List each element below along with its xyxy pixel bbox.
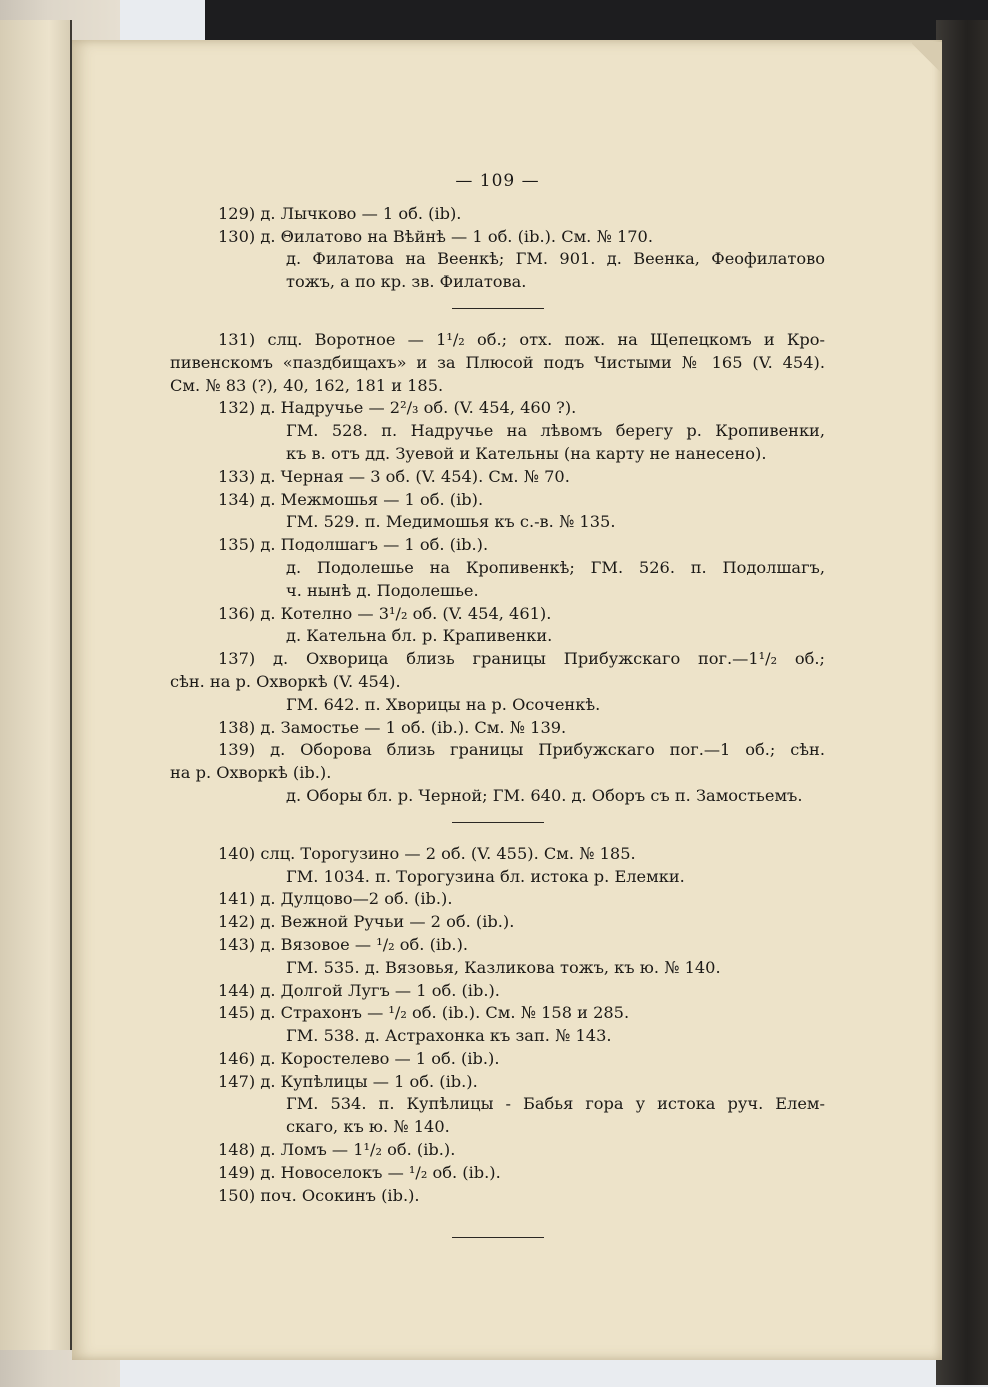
entry-131-cont: пивенскомъ «паздбищахъ» и за Плюсой подъ Чистыми № 165 (V. 454).: [170, 352, 825, 372]
entry-140-note: ГМ. 1034. п. Торогузина бл. истока р. Елемки.: [286, 866, 685, 886]
entry-138: 138) д. Замостье — 1 об. (ib.). См. № 139.: [218, 717, 567, 737]
entry-129: 129) д. Лычково — 1 об. (ib).: [218, 203, 462, 223]
entry-131: 131) слц. Воротное — 1¹/₂ об.; отх. пож. на Щепецкомъ и Кро-: [218, 329, 825, 349]
entry-140: 140) слц. Торогузино — 2 об. (V. 455). См. № 185.: [218, 843, 636, 863]
entry-148: 148) д. Ломъ — 1¹/₂ об. (ib.).: [218, 1140, 456, 1160]
entry-139-note: д. Оборы бл. р. Черной; ГМ. 640. д. Оборъ съ п. Замостьемъ.: [286, 785, 803, 805]
book-cover-right: [936, 20, 988, 1385]
page-text: [170, 170, 825, 1258]
entry-137: 137) д. Охворица близь границы Прибужскаго пог.—1¹/₂ об.;: [218, 649, 825, 669]
entry-143-note: ГМ. 535. д. Вязовья, Казликова тожъ, къ ю. № 140.: [286, 957, 721, 977]
entry-132: 132) д. Надручье — 2²/₃ об. (V. 454, 460 ?).: [218, 398, 577, 418]
left-page-edge: [0, 20, 72, 1350]
page-corner: [912, 42, 942, 76]
entry-139-cont: на р. Охворкѣ (ib.).: [170, 763, 332, 783]
entry-136-note: д. Кательна бл. р. Крапивенки.: [286, 626, 553, 646]
section-divider: [452, 822, 544, 823]
entry-135-note-cont: ч. нынѣ д. Подолешье.: [286, 580, 479, 600]
section-divider: [452, 1237, 544, 1238]
page-number: — 109 —: [455, 171, 540, 191]
entry-150: 150) поч. Осокинъ (ib.).: [218, 1185, 420, 1205]
entry-149: 149) д. Новоселокъ — ¹/₂ об. (ib.).: [218, 1162, 501, 1182]
entry-131-cont2: См. № 83 (?), 40, 162, 181 и 185.: [170, 375, 444, 395]
entry-134-note: ГМ. 529. п. Медимошья къ с.-в. № 135.: [286, 512, 616, 532]
entry-132-note-cont: къ в. отъ дд. Зуевой и Кательны (на карту не нанесено).: [286, 443, 767, 463]
entry-130-note: д. Филатова на Веенкѣ; ГМ. 901. д. Веенка, Феофилатово: [286, 249, 825, 269]
entry-147-note-cont: скаго, къ ю. № 140.: [286, 1117, 450, 1137]
entry-142: 142) д. Вежной Ручьи — 2 об. (ib.).: [218, 912, 515, 932]
section-divider: [452, 308, 544, 309]
entry-145: 145) д. Страхонъ — ¹/₂ об. (ib.). См. № 158 и 285.: [218, 1003, 630, 1023]
entry-145-note: ГМ. 538. д. Астрахонка къ зап. № 143.: [286, 1026, 612, 1046]
entry-137-note: ГМ. 642. п. Хворицы на р. Осоченкѣ.: [286, 694, 601, 714]
entry-130-note-cont: тожъ, а по кр. зв. Филатова.: [286, 272, 527, 292]
entry-146: 146) д. Коростелево — 1 об. (ib.).: [218, 1048, 500, 1068]
entry-144: 144) д. Долгой Лугъ — 1 об. (ib.).: [218, 980, 500, 1000]
entry-141: 141) д. Дулцово—2 об. (ib.).: [218, 889, 453, 909]
entry-130: 130) д. Θилатово на Вѣйнѣ — 1 об. (ib.). См. № 170.: [218, 226, 653, 246]
entry-133: 133) д. Черная — 3 об. (V. 454). См. № 70.: [218, 466, 570, 486]
entry-132-note: ГМ. 528. п. Надручье на лѣвомъ берегу р. Кропивенки,: [286, 421, 825, 441]
entry-143: 143) д. Вязовое — ¹/₂ об. (ib.).: [218, 934, 469, 954]
entry-134: 134) д. Межмошья — 1 об. (ib).: [218, 489, 484, 509]
entry-136: 136) д. Котелно — 3¹/₂ об. (V. 454, 461).: [218, 603, 552, 623]
entry-147: 147) д. Купѣлицы — 1 об. (ib.).: [218, 1071, 478, 1091]
entry-135: 135) д. Подолшагъ — 1 об. (ib.).: [218, 535, 489, 555]
entry-147-note: ГМ. 534. п. Купѣлицы - Бабья гора у истока руч. Елем-: [286, 1094, 825, 1114]
entry-137-cont: сѣн. на р. Охворкѣ (V. 454).: [170, 671, 401, 691]
entry-135-note: д. Подолешье на Кропивенкѣ; ГМ. 526. п. Подолшагъ,: [286, 557, 825, 577]
entry-139: 139) д. Оборова близь границы Прибужскаго пог.—1 об.; сѣн.: [218, 740, 825, 760]
